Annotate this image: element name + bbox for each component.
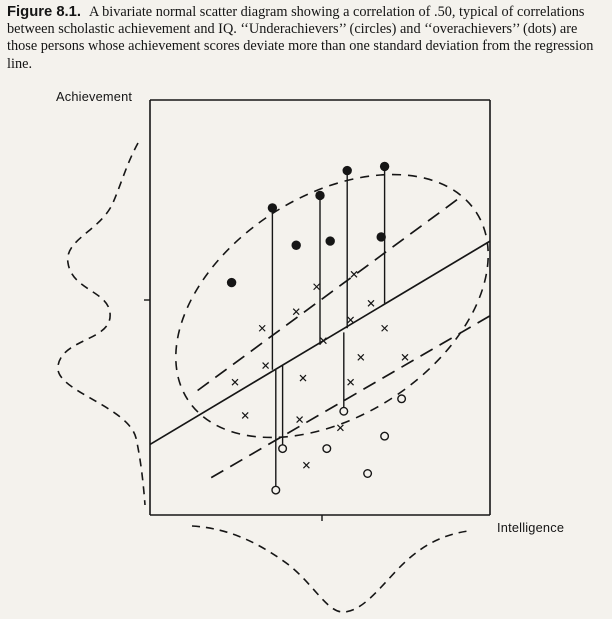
typical-point-1 [314,284,320,290]
underachiever-point-5 [279,445,287,453]
typical-point-5 [382,325,388,331]
typical-point-6 [259,325,265,331]
overachiever-point-7 [227,278,236,287]
y-axis-label: Achievement [56,89,133,104]
overachiever-point-3 [268,203,277,212]
typical-point-15 [337,425,343,431]
overachiever-point-5 [377,232,386,241]
figure-label: Figure 8.1. [7,4,82,20]
underachiever-point-0 [398,395,406,403]
upper-sd-line [198,195,463,390]
underachiever-point-4 [364,470,372,478]
typical-point-13 [348,379,354,385]
density-ellipse-layer [128,120,536,492]
overachiever-point-0 [343,166,352,175]
underachiever-point-6 [272,486,280,494]
typical-point-8 [358,354,364,360]
overachiever-point-2 [315,191,324,200]
typical-point-10 [402,354,408,360]
points-layer [227,162,408,494]
typical-point-11 [232,379,238,385]
typical-point-0 [351,271,357,277]
typical-point-12 [300,375,306,381]
underachiever-point-2 [381,432,389,440]
x-axis-label: Intelligence [497,520,565,535]
typical-point-16 [242,412,248,418]
overachiever-point-1 [380,162,389,171]
figure-caption-text: A bivariate normal scatter diagram showing a correlation of .50, typical of correlations between scholastic achievement and IQ. ‘‘Underachievers’’ (circles) and ‘‘overachievers’’ (dots) are those persons whose achievement scores deviate more than one standard deviation from the regression line. [7,4,594,72]
plot-frame-layer [144,100,490,521]
typical-point-7 [320,338,326,344]
typical-point-3 [293,309,299,315]
achievement-marginal-curve [58,143,145,505]
density-ellipse [128,120,536,492]
overachiever-point-4 [326,236,335,245]
typical-point-17 [303,462,309,468]
underachiever-point-1 [340,407,348,415]
typical-point-9 [263,363,269,369]
overachiever-point-6 [292,241,301,250]
lower-sd-line [211,316,490,478]
typical-point-2 [368,300,374,306]
underachiever-point-3 [323,445,331,453]
typical-point-4 [348,317,354,323]
residual-segments-layer [272,166,384,490]
typical-point-14 [297,417,303,423]
intelligence-marginal-curve [192,526,468,612]
